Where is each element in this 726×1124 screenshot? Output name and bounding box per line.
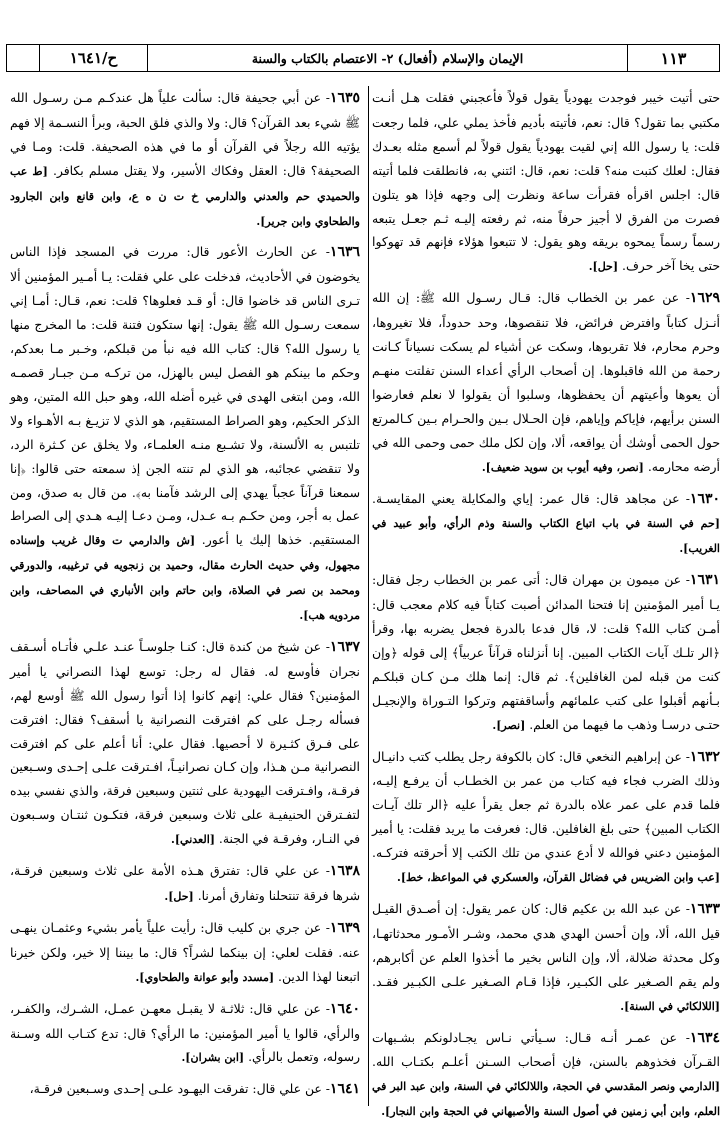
hadith-source: [نصر، وفيه أيوب بن سويد ضعيف]. [481, 460, 644, 474]
page-header [6, 44, 720, 72]
hadith-number: ١٦٣١ [689, 572, 720, 589]
hadith-source: [مسدد وأبو عوانة والطحاوي]. [135, 970, 275, 984]
hadith-entry [372, 897, 720, 1019]
hadith-text: - عن علي قال: تفرقت اليهـود علـى إحـدى وسـبعين فرقـة، [29, 1081, 330, 1097]
hadith-source: [حل]. [588, 260, 619, 274]
hadith-number: ١٦٣٤ [689, 1029, 720, 1046]
running-title: الإيمان والإسلام (أفعال) ٢- الاعتصام بالكتاب والسنة [147, 45, 627, 71]
hadith-entry [372, 745, 720, 890]
hadith-text: - عن عبد الله بن عكيم قال: كان عمر يقول: إن أصـدق القيـل قيل الله، ألا، وإن أحسن الهدي هدي محمد، وشـر الأمـور محدثاتهـا، وكل محدثة ضلالة، ألا، وإن الناس بخير ما أخذوا العلم عن أكابرهم، ولم يقم الصـغير على الكبـير، فإذا قـام الصـغير علـى الكبـير فقـد. [372, 901, 720, 989]
hadith-entry [372, 487, 720, 562]
hadith-number: ١٦٣٣ [689, 901, 720, 917]
hadith-source: [الدارمي ونصر المقدسي في الحجة، واللالكائي في السنة، وابن عبد البر في العلم، وابن أبي زمنين في أصول السنة والأصبهاني في الحجة وابن النجار]. [372, 1080, 720, 1119]
hadith-text: - عن الحارث الأعور قال: مررت في المسجد فإذا الناس يخوضون في الأحاديث، فدخلت على علي فقلت: يـا أمـير المؤمنين ألا تـرى الناس قد خاضوا قال: أو قـد فعلوها؟ قلت: نعم، قـال: أمـا إني سمعت رسـول الله ﷺ يقول: إنها ستكون فتنة قلت: ما المخرج منها يا رسول الله؟ قال: كتاب الله فيه نبأ من قبلكم، وخـبر مـا بعدكم، وحكم ما بينكم هو الفصل ليس بالهزل، من تركـه مـن جبـار قصمـه الله، ومن ابتغى الهدى في غيره أضله الله، وهو حبل الله المتين، وهو الذكر الحكيم، وهو الصراط المستقيم، هو الذي لا تزيـغ بـه الأهـواء ولا تلتبس به الألسنة، ولا تشـبع منـه العلمـاء، ولا يخلق عن كـثرة الرد، ولا تنقضي عجائبه، هو الذي لم تنته الجن إذ سمعته حتى قالوا: ﴿إنا سمعنا قرآناً عجباً يهدي إلى الرشد فآمنا به﴾. من قال به صدق، ومن عمل به أجر، ومن حكـم بـه عـدل، ومـن دعـا إليـه هـدي إلى الصراط المستقيم. خذها إليك يا أعور. [10, 244, 360, 548]
hadith-source: [ش والدارمي ت وقال غريب وإسناده مجهول، وفي حديث الحارث مقال، وحميد بن زنجويه في ترغيبه، والدورقي ومحمد بن نصر في الصلاة، وابن حاتم وابن الأنباري في المصاحف، وابن مردويه هب]. [10, 534, 360, 623]
hadith-text: - عن عمـر أنـه قـال: سـيأتي نـاس يجـادلونكم بشـبهات القـرآن فخذوهم بالسنن، فإن أصحاب السـنن أعلـم بكتـاب الله. [372, 1029, 720, 1070]
hadith-number: ١٦٣٥ [329, 90, 360, 106]
hadith-text: حتى أتيت خيبر فوجدت يهودياً يقول قولاً فأعجبني فقلت هـل أنـت مكتبي بما تقول؟ قال: نعم، فأتيته بأديم فأخذ يملي علي، فلما رجعت قلت: يا رسول الله إني لقيت يهودياً يقول قولاً لم أسمع مثله بعـدك فقال: لعلك كتبت منه؟ قلت: نعم، قال: ائتني به، فانطلقت فلما أتيته قال: اجلس اقرأه فقرأت ساعة ونظرت إلى وجهه فإذا هو يتلون فصرت من الفرق لا أجيز حرفاً منه، ثم رفعته إليـه ثـم جعـل يتبعه رسماً رسماً يمحوه بريقه وهو يقول: لا تتبعوا هؤلاء فإنهم قد تهوكوا حتى يخا آخر حرف. [372, 90, 720, 274]
hadith-text: - عن عمر بن الخطاب قال: قـال رسـول الله ﷺ: إن الله أنـزل كتاباً وافترض فرائض، فلا تنقصوها، وحد حدوداً، فلا تغيروها، وحرم محارم، فلا تقربوها، وسكت عن أشياء لم يسكت نسياناً كـانت رحمة من الله فاقبلوها. إن أصحاب الرأي أعداء السنن تفلتت منهـم أن يعوها وأعيتهم أن يحفظوها، وسلبوا أن يقولوا لا نعلم فعارضوا السنن برأيهم، فإياكم وإياهم، فإن الحـلال بـين والحـرام بـين كـالمرتع حول الحمى أوشك أن يواقعه، ألا، وإن لكل ملك حمى وحمى الله في أرضه محارمه. [372, 290, 720, 474]
hadith-entry [372, 286, 720, 479]
hadith-entry [372, 568, 720, 737]
hadith-entry [10, 635, 360, 852]
hadith-entry [10, 916, 360, 990]
hadith-number: ١٦٣٧ [329, 638, 360, 655]
hadith-number: ١٦٣٨ [329, 863, 360, 880]
hadith-entry [10, 86, 360, 233]
hadith-source: [اللالكائي في السنة]. [620, 999, 720, 1013]
hadith-number: ١٦٣٩ [329, 919, 360, 936]
hadith-number: ١٦٣٢ [689, 748, 720, 765]
hadith-entry [10, 1077, 360, 1102]
hadith-text: - عن علي قال: تفترق هـذه الأمة على ثلاث وسبعين فرقـة، شرها فرقة تنتحلنا وتفارق أمرنا. [10, 863, 360, 903]
hadith-entry [10, 859, 360, 909]
hadith-source: [العدني]. [171, 833, 215, 847]
left-column [10, 86, 360, 1106]
hadith-number: ١٦٤٠ [329, 1000, 360, 1017]
column-divider [368, 86, 369, 1106]
hadith-number: ١٦٣٠ [689, 490, 720, 507]
hadith-source: [عب وابن الضريس في فضائل القرآن، والعسكري في المواعظ، خط]. [397, 871, 720, 885]
hadith-source: [ط عب والحميدي حم والعدني والدارمي خ ت ن ه ع، وابن قانع وابن الجارود والطحاوي وابن جرير]. [10, 164, 360, 228]
hadith-range: ح/١٦٤١ [39, 45, 147, 71]
hadith-number: ١٦٣٦ [329, 244, 360, 261]
hadith-entry [10, 240, 360, 628]
hadith-number: ١٦٤١ [329, 1081, 360, 1098]
hadith-source: [حم في السنة في باب اتباع الكتاب والسنة وذم الرأي، وأبو عبيد في الغريب]. [372, 517, 720, 556]
hadith-source: [حل]. [164, 890, 194, 903]
hadith-source: [نصر]. [492, 718, 526, 732]
hadith-text: - عن شيخ من كندة قال: كنـا جلوسـاً عنـد علـي فأتـاه أسـقف نجران فأوسع له. فقال له رجل: توسع لهذا النصراني يا أمير المؤمنين؟ فقال علي: إنهم كانوا إذا أتوا رسول الله ﷺ أوسع لهم، فسأله رجـل على كم افترقت النصرانية يا أسقف؟ فقال: افترقت على فـرق كثـيرة لا أحصيها. فقال علي: أنا أعلم على كم افترقت النصرانية مـن هـذا، وإن كـان نصرانيـاً، افـترقت علـى إحـدى وسـبعين فرقـة، وافـترقت اليهودية على ثنتين وسبعين فرقة، والذي نفسي بيده لتفـترقن الحنيفيـة على ثلاث وسبعين فرقة، فتكـون ثنتـان وسـبعون في النـار، وفرقـة في الجنة. [10, 638, 360, 847]
header-blank-cell [7, 45, 39, 71]
hadith-text: - عن إبراهيم النخعي قال: كان بالكوفة رجل يطلب كتب دانيـال وذلك الضرب فجاء فيه كتاب من عمر بن الخطـاب أن يرفـع إليـه، فلما قدم على عمر علاه بالدرة ثم جعل يقرأ عليه ﴿الر تلك آيـات الكتاب المبين﴾ حتى بلغ الغافلين. قال: فعرفت ما يريد فقلت: يا أمير المؤمنين دعني فوالله لا أدع عندي من تلك الكتب إلا أحرقته فتركـه. [372, 748, 720, 861]
hadith-number: ١٦٢٩ [689, 290, 720, 307]
hadith-text: - عن ميمون بن مهران قال: أتى عمر بن الخطاب رجل فقال: يـا أمير المؤمنين إنا فتحنا المدائن أصبت كتاباً فيه كلام معجب قال: أمـن كتاب الله؟ قلت: لا، قال فدعا بالدرة فجعل يضربه بها، وقرأ ﴿الر تلـك آيات الكتاب المبين. إنا أنزلناه قرآناً عربياً﴾ إلى قوله ﴿وإن كنت من قبله لمن الغافلين﴾. ثم قال: إنما هلك مـن كـان قبلكـم بـأنهم أقبلوا على كتب علمائهم وأساقفتهم وتركوا التـوراة والإنجيـل حتـى درسـا وذهب ما فيهما من العلم. [372, 572, 720, 732]
hadith-source: [ابن بشران]. [181, 1051, 245, 1065]
hadith-text: - عن أبي جحيفة قال: سألت علياً هل عندكـم مـن رسـول الله ﷺ شيء بعد القرآن؟ قال: ولا والذي فلق الحبة، وبرأ النسـمة إلا فهم يؤتيه الله رجلاً في القرآن أو ما في هذه الصحيفة. قلت: ومـا في الصحيفة؟ قال: العقل وفكاك الأسير، ولا يقتل مسلم بكافر. [10, 90, 360, 178]
hadith-text: - عن علي قال: ثلاثـة لا يقبـل معهـن عمـل، الشـرك، والكفـر، والرأي، قالوا يا أمير المؤمنين: ما الرأي؟ قال: تدع كتـاب الله وسـنة رسوله، وتعمل بالرأي. [10, 1000, 360, 1065]
hadith-entry [372, 1026, 720, 1124]
right-column [372, 86, 720, 1119]
hadith-text: - عن مجاهد قال: قال عمر: إياي والمكايلة يعني المقايسـة. [372, 490, 690, 506]
hadith-entry [10, 997, 360, 1071]
hadith-entry [372, 86, 720, 279]
book-page [6, 44, 720, 1119]
page-number: ١١٣ [627, 45, 719, 71]
hadith-text: - عن جري بن كليب قال: رأيت علياً يأمر بشيء وعثمـان ينهـى عنه. فقلت لعلي: إن بينكما لشراً؟ قال: ما بيننا إلا خير، ولكن خيرنا اتبعنا لهذا الدين. [10, 919, 360, 984]
